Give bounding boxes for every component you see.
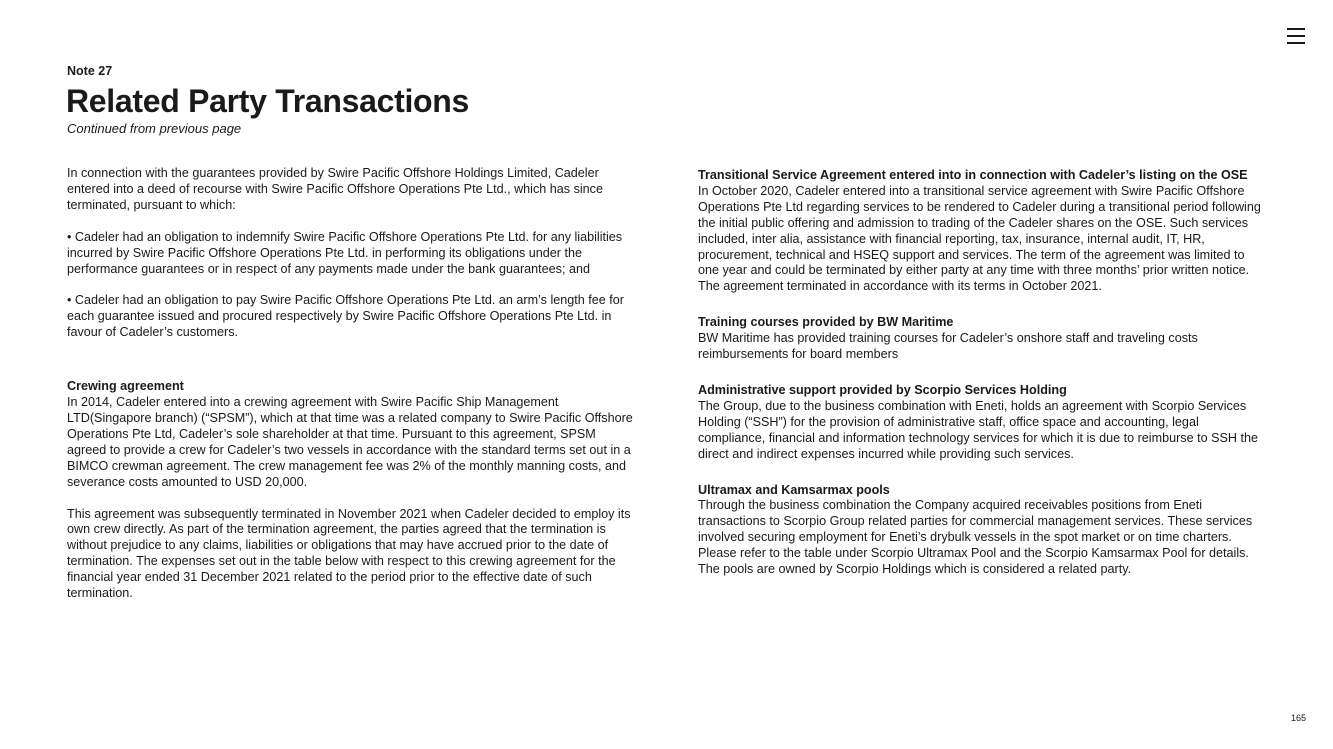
left-column xyxy=(67,166,633,602)
bullet-guarantee-fee: • Cadeler had an obligation to pay Swire Pacific Offshore Operations Pte Ltd. an arm’s length fee for each guarantee issued and procured respectively by Swire Pacific Offshore Operations Pte Ltd. in favour of Cadeler’s customers. xyxy=(67,293,624,340)
pools-heading: Ultramax and Kamsarmax pools xyxy=(698,482,890,497)
menu-bar xyxy=(1287,35,1305,37)
tsa-paragraph: In October 2020, Cadeler entered into a transitional service agreement with Swire Pacific Offshore Operations Pte Ltd regarding services to be rendered to Cadeler during a transitional period following the initial public offering and admission to trading of the Cadeler shares on the OSE. Such services included, inter alia, assistance with financial reporting, tax, insurance, internal audit, IT, HR, procurement, technical and HSEQ support and services. The term of the agreement was limited to one year and could be terminated by either party at any time with three months’ prior written notice. The agreement terminated in accordance with its terms in October 2021. xyxy=(698,183,1261,294)
admin-support-paragraph: The Group, due to the business combination with Eneti, holds an agreement with Scorpio Services Holding (“SSH”) for the provision of administrative staff, office space and accounting, legal compliance, financial and information technology services for which it is due to reimburse to SSH the direct and indirect expenses incurred while providing such services. xyxy=(698,398,1258,461)
note-label: Note 27 xyxy=(67,64,113,78)
menu-bar xyxy=(1287,28,1305,30)
tsa-heading: Transitional Service Agreement entered into in connection with Cadeler’s listing on the OSE xyxy=(698,168,1248,182)
intro-paragraph: In connection with the guarantees provided by Swire Pacific Offshore Holdings Limited, Cadeler entered into a deed of recourse with Swire Pacific Offshore Operations Pte Ltd., which has since terminated, pursuant to which: xyxy=(67,166,603,212)
pools-paragraph: Through the business combination the Company acquired receivables positions from Eneti transactions to Scorpio Group related parties for commercial management services. These services involved securing employment for Eneti’s drybulk vessels in the spot market or on time charters. Please refer to the table under Scorpio Ultramax Pool and the Scorpio Kamsarmax Pool for details. The pools are owned by Scorpio Holdings which is considered a related party. xyxy=(698,498,1253,577)
page-number: 165 xyxy=(1291,713,1307,723)
right-column xyxy=(698,168,1268,578)
hamburger-menu-icon[interactable] xyxy=(1287,28,1305,44)
bullet-indemnify: • Cadeler had an obligation to indemnify Swire Pacific Offshore Operations Pte Ltd. for any liabilities incurred by Swire Pacific Offshore Operations Pte Ltd. in performing its obligations under the performance guarantees or in respect of any payments made under the bank guarantees; and xyxy=(67,229,623,276)
admin-support-heading: Administrative support provided by Scorpio Services Holding xyxy=(698,382,1067,397)
page-title: Related Party Transactions xyxy=(66,83,470,119)
training-paragraph: BW Maritime has provided training courses for Cadeler’s onshore staff and traveling costs reimbursements for board members xyxy=(698,331,1198,362)
training-heading: Training courses provided by BW Maritime xyxy=(698,315,954,330)
crewing-paragraph: In 2014, Cadeler entered into a crewing agreement with Swire Pacific Ship Management LTD(Singapore branch) (“SPSM”), which at that time was a related company to Swire Pacific Offshore Operations Pte Ltd, Cadeler’s sole shareholder at that time. Pursuant to this agreement, SPSM agreed to provide a crew for Cadeler’s two vessels in accordance with the standard terms set out in a BIMCO crewman agreement. The crew management fee was 2% of the monthly manning costs, and severance costs amounted to USD 20,000. xyxy=(67,395,633,489)
page-subtitle: Continued from previous page xyxy=(67,121,242,136)
crewing-heading: Crewing agreement xyxy=(67,379,184,394)
termination-paragraph: This agreement was subsequently terminated in November 2021 when Cadeler decided to employ its own crew directly. As part of the termination agreement, the parties agreed that the termination is without prejudice to any claims, liabilities or obligations that may have accrued prior to the date of termination. The expenses set out in the table below with respect to this crewing agreement for the financial year ended 31 December 2021 related to the period prior to the effective date of such termination. xyxy=(67,506,631,601)
menu-bar xyxy=(1287,42,1305,44)
